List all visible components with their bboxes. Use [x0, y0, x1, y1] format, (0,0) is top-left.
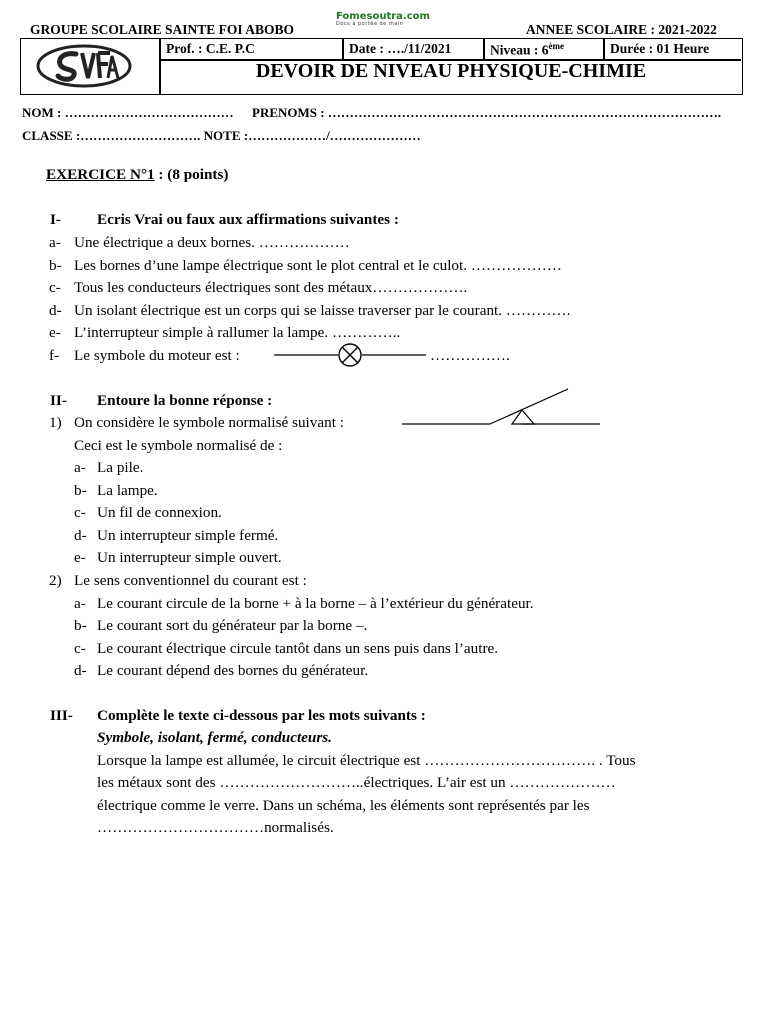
question-number: 1)	[49, 414, 62, 431]
exercise-title: EXERCICE N°1 : (8 points)	[46, 166, 229, 183]
niveau-cell: Niveau : 6ème	[490, 41, 564, 58]
item-letter: b-	[49, 257, 62, 274]
section-3-heading: Complète le texte ci-dessous par les mots suivants :	[97, 707, 426, 724]
item-text: Les bornes d’une lampe électrique sont le plot central et le culot. ………………	[74, 257, 562, 274]
option-letter: c-	[74, 504, 86, 521]
option-letter: d-	[74, 662, 87, 679]
option-letter: a-	[74, 595, 86, 612]
item-text: Une électrique a deux bornes. ………………	[74, 234, 350, 251]
option-text[interactable]: Le courant dépend des bornes du générateur.	[97, 662, 369, 679]
watermark	[336, 12, 430, 27]
watermark-subtitle: Docs à portée de main	[336, 21, 404, 27]
item-letter: e-	[49, 324, 61, 341]
classe-note-field[interactable]: CLASSE :………………………. NOTE :………………/…………………	[22, 128, 421, 143]
option-text[interactable]: Le courant sort du générateur par la borne –.	[97, 617, 368, 634]
section-1-heading: Ecris Vrai ou faux aux affirmations suivantes :	[97, 211, 399, 228]
option-text[interactable]: La pile.	[97, 459, 144, 476]
section-2-heading: Entoure la bonne réponse :	[97, 392, 273, 409]
option-letter: c-	[74, 640, 86, 657]
paragraph-line: électrique comme le verre. Dans un schéma, les éléments sont représentés par les	[97, 797, 590, 814]
item-text: Le symbole du moteur est :	[74, 347, 240, 364]
section-3-number: III-	[50, 707, 73, 724]
nom-field[interactable]: NOM : …………………………………	[22, 105, 234, 120]
section-1-number: I-	[50, 211, 61, 228]
date-cell: Date : …./11/2021	[349, 41, 452, 56]
option-letter: b-	[74, 482, 87, 499]
table-divider	[483, 38, 485, 60]
item-text: L’interrupteur simple à rallumer la lampe. …………..	[74, 324, 401, 341]
word-list: Symbole, isolant, fermé, conducteurs.	[97, 729, 332, 746]
option-text[interactable]: Le courant électrique circule tantôt dans un sens puis dans l’autre.	[97, 640, 499, 657]
option-text[interactable]: Un interrupteur simple ouvert.	[97, 549, 282, 566]
prenoms-field[interactable]: PRENOMS : ……………………………………………………………………………….	[252, 105, 722, 120]
question-text: On considère le symbole normalisé suivant :	[74, 414, 344, 431]
option-letter: b-	[74, 617, 87, 634]
school-name: GROUPE SCOLAIRE SAINTE FOI ABOBO	[30, 22, 295, 37]
option-letter: d-	[74, 527, 87, 544]
option-letter: e-	[74, 549, 86, 566]
question-number: 2)	[49, 572, 62, 589]
item-letter: d-	[49, 302, 62, 319]
question-text: Le sens conventionnel du courant est :	[74, 572, 307, 589]
table-divider	[342, 38, 344, 60]
item-letter: c-	[49, 279, 61, 296]
item-letter: f-	[49, 347, 60, 364]
option-text[interactable]: Un fil de connexion.	[97, 504, 222, 521]
table-divider	[603, 38, 605, 60]
item-text: Un isolant électrique est un corps qui se laisse traverser par le courant. ………….	[74, 302, 571, 319]
option-text[interactable]: Le courant circule de la borne + à la borne – à l’extérieur du générateur.	[97, 595, 534, 612]
paragraph-line: Lorsque la lampe est allumée, le circuit électrique est ……………………………. . Tous	[97, 752, 636, 769]
option-letter: a-	[74, 459, 86, 476]
section-2-number: II-	[50, 392, 67, 409]
question-subtext: Ceci est le symbole normalisé de :	[74, 437, 283, 454]
crossed-circle-symbol-icon	[274, 342, 426, 373]
duree-cell: Durée : 01 Heure	[610, 41, 710, 56]
watermark-name: Fomesoutra.com	[336, 11, 430, 22]
item-letter: a-	[49, 234, 61, 251]
open-switch-symbol-icon	[400, 386, 602, 433]
prof-cell: Prof. : C.E. P.C	[166, 41, 255, 56]
item-answer-dots: …………….	[430, 347, 510, 364]
option-text[interactable]: La lampe.	[97, 482, 158, 499]
paragraph-line: ……………………………normalisés.	[97, 819, 334, 836]
page-title: DEVOIR DE NIVEAU PHYSIQUE-CHIMIE	[255, 60, 647, 82]
school-year: ANNEE SCOLAIRE : 2021-2022	[526, 22, 717, 37]
item-text: Tous les conducteurs électriques sont des métaux……………….	[74, 279, 468, 296]
school-logo	[36, 44, 132, 88]
option-text[interactable]: Un interrupteur simple fermé.	[97, 527, 279, 544]
paragraph-line: les métaux sont des ………………………..électriques. L’air est un …………………	[97, 774, 616, 791]
